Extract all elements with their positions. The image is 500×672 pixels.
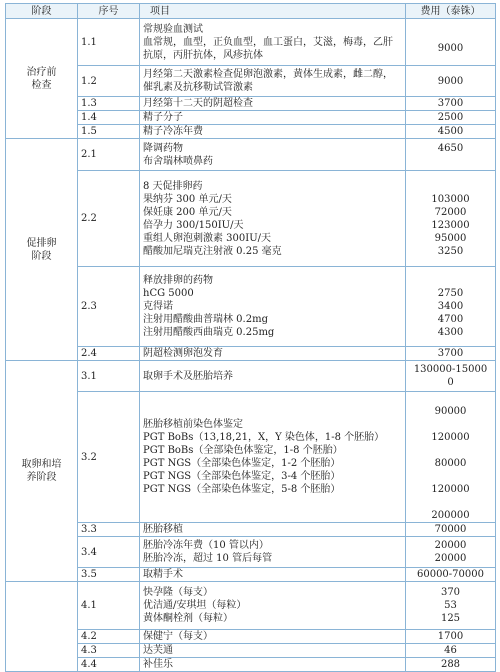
item-description xyxy=(140,644,406,658)
header-fee: 费用（泰铢） xyxy=(406,4,496,19)
item-line: 保健宁（每支） xyxy=(143,631,213,642)
fee-line: 123000 xyxy=(431,219,470,231)
phase-label: 促排卵 阶段 xyxy=(26,237,57,262)
item-description xyxy=(140,568,406,582)
fee-value xyxy=(406,125,496,139)
fee-line: 9000 xyxy=(437,43,464,54)
item-line: 重组人卵泡刺激素 300IU/天 xyxy=(143,232,272,244)
fee-line: 125 xyxy=(440,613,461,624)
item-line: PGT BoBs（13,18,21，X，Y 染色体，1-8 个胚胎） xyxy=(143,432,385,443)
item-line: 血常规，血型，正负血型，血工蛋白，艾滋，梅毒，乙肝抗原，丙肝抗体，风疹抗体 xyxy=(143,36,393,61)
fee-line: 46 xyxy=(444,645,457,656)
table-row xyxy=(6,347,496,361)
item-description xyxy=(140,171,406,267)
fee-line: 103000 xyxy=(431,193,470,205)
table-row xyxy=(6,644,496,658)
item-line: 达芙通 xyxy=(143,645,173,656)
fee-table-body xyxy=(6,19,496,672)
item-line: 8 天促排卵药 xyxy=(143,180,203,192)
table-row xyxy=(6,19,496,66)
item-line: 补佳乐 xyxy=(143,659,173,670)
item-description xyxy=(140,582,406,630)
fee-value xyxy=(406,347,496,361)
fee-value xyxy=(406,97,496,111)
fee-value xyxy=(406,361,496,392)
item-line: 倍孕力 300/150IU/天 xyxy=(143,219,244,231)
item-description xyxy=(140,267,406,347)
item-number: 4.3 xyxy=(78,644,140,658)
fee-spacer xyxy=(409,470,492,483)
item-description xyxy=(140,125,406,139)
item-number: 4.1 xyxy=(78,582,140,630)
fee-line: 53 xyxy=(444,600,457,611)
fee-value xyxy=(406,392,496,523)
item-number: 3.4 xyxy=(78,537,140,568)
item-line: 注射用醋酸西曲瑞克 0.25mg xyxy=(143,327,275,338)
item-number: 1.1 xyxy=(78,19,140,66)
fee-line: 9000 xyxy=(437,75,464,87)
item-description xyxy=(140,111,406,125)
table-row xyxy=(6,658,496,672)
item-description xyxy=(140,19,406,66)
item-number: 2.4 xyxy=(78,347,140,361)
fee-line: 3400 xyxy=(437,301,464,312)
header-phase: 阶段 xyxy=(6,4,78,19)
fee-line: 4500 xyxy=(437,126,464,137)
table-row xyxy=(6,66,496,97)
table-row xyxy=(6,523,496,537)
fee-value xyxy=(406,139,496,171)
item-number: 1.4 xyxy=(78,111,140,125)
item-number: 2.2 xyxy=(78,171,140,267)
item-description xyxy=(140,97,406,111)
fee-line: 4650 xyxy=(437,142,464,154)
fee-line: 2500 xyxy=(437,112,464,123)
item-number: 4.4 xyxy=(78,658,140,672)
fee-spacer xyxy=(409,418,492,431)
fee-line: 2750 xyxy=(437,288,464,299)
item-description xyxy=(140,523,406,537)
table-row xyxy=(6,171,496,267)
item-line: 胚胎冷冻年费（10 管以内） xyxy=(143,540,269,551)
fee-line: 130000-15000 xyxy=(413,364,488,375)
item-line: 果纳芬 300 单元/天 xyxy=(143,193,232,205)
fee-line: 72000 xyxy=(434,206,467,218)
fee-value xyxy=(406,267,496,347)
fee-value xyxy=(406,568,496,582)
item-line: 快孕隆（每支） xyxy=(143,587,213,598)
item-line: PGT NGS（全部染色体鉴定，5-8 个胚胎） xyxy=(143,484,341,495)
table-row xyxy=(6,111,496,125)
fee-value xyxy=(406,644,496,658)
fee-line: 90000 xyxy=(434,406,467,417)
fee-line: 3700 xyxy=(437,348,464,359)
item-line: PGT NGS（全部染色体鉴定，3-4 个胚胎） xyxy=(143,471,341,482)
fee-spacer xyxy=(409,444,492,457)
item-line: 胚胎冷冻，超过 10 管后每管 xyxy=(143,553,273,564)
item-number: 2.3 xyxy=(78,267,140,347)
fee-line: 20000 xyxy=(434,540,467,551)
item-line: 取卵手术及胚胎培养 xyxy=(143,370,233,382)
table-row xyxy=(6,568,496,582)
table-row xyxy=(6,97,496,111)
fee-line xyxy=(409,29,492,42)
fee-line: 1700 xyxy=(437,631,464,642)
item-line: PGT NGS（全部染色体鉴定，1-2 个胚胎） xyxy=(143,458,341,469)
item-description xyxy=(140,537,406,568)
header-item: 项目 xyxy=(140,4,406,19)
item-number: 2.1 xyxy=(78,139,140,171)
item-number: 3.1 xyxy=(78,361,140,392)
fee-value xyxy=(406,630,496,644)
phase-label: 治疗前 检查 xyxy=(26,66,57,91)
fee-value xyxy=(406,582,496,630)
fee-line: 200000 xyxy=(431,510,470,521)
item-line: hCG 5000 xyxy=(143,288,194,299)
item-line: 月经第十二天的阴超检查 xyxy=(143,98,253,109)
item-description xyxy=(140,139,406,171)
header-row xyxy=(6,4,496,19)
fee-line xyxy=(409,180,492,193)
item-line: 保妊康 200 单元/天 xyxy=(143,206,232,218)
fee-line: 370 xyxy=(440,587,461,598)
item-line: 胚胎移植 xyxy=(143,524,183,535)
fee-line: 80000 xyxy=(434,458,467,469)
item-line: 降调药物 xyxy=(143,142,183,154)
phase-cell xyxy=(6,19,78,139)
fee-value xyxy=(406,523,496,537)
table-row xyxy=(6,139,496,171)
item-line: 常规验血测试 xyxy=(143,23,203,35)
header-number: 序号 xyxy=(78,4,140,19)
table-row xyxy=(6,267,496,347)
fee-line xyxy=(409,274,492,287)
table-row xyxy=(6,630,496,644)
item-number: 1.3 xyxy=(78,97,140,111)
fee-line: 120000 xyxy=(431,432,470,443)
item-description xyxy=(140,347,406,361)
fee-line xyxy=(409,155,492,168)
item-number: 3.2 xyxy=(78,392,140,523)
fee-table xyxy=(5,3,496,672)
item-number: 1.2 xyxy=(78,66,140,97)
item-line: 阴超检测卵泡发育 xyxy=(143,348,223,359)
fee-line: 4700 xyxy=(437,314,464,325)
phase-label: 取卵和培 养阶段 xyxy=(21,459,62,483)
item-line: 克得诺 xyxy=(143,301,173,312)
item-line: 醋酸加尼瑞克注射液 0.25 毫克 xyxy=(143,245,282,257)
item-number: 4.2 xyxy=(78,630,140,644)
fee-value xyxy=(406,171,496,267)
fee-value xyxy=(406,111,496,125)
item-description xyxy=(140,658,406,672)
table-row xyxy=(6,537,496,568)
fee-line: 70000 xyxy=(434,524,467,535)
fee-line: 20000 xyxy=(434,553,467,564)
item-line: 注射用醋酸曲普瑞林 0.2mg xyxy=(143,314,268,325)
item-description xyxy=(140,630,406,644)
item-line: 取精手术 xyxy=(143,569,183,580)
item-line: PGT BoBs（全部染色体鉴定，1-8 个胚胎） xyxy=(143,445,343,456)
fee-line: 288 xyxy=(440,659,461,670)
item-line: 精子分子 xyxy=(143,112,183,123)
table-row xyxy=(6,361,496,392)
item-number: 3.5 xyxy=(78,568,140,582)
fee-line: 4300 xyxy=(437,327,464,338)
fee-value xyxy=(406,537,496,568)
phase-cell xyxy=(6,139,78,361)
fee-line: 3700 xyxy=(437,98,464,109)
fee-value xyxy=(406,658,496,672)
table-row xyxy=(6,582,496,630)
item-number: 3.3 xyxy=(78,523,140,537)
fee-spacer xyxy=(409,496,492,509)
fee-line xyxy=(409,392,492,405)
fee-line: 120000 xyxy=(431,484,470,495)
table-row xyxy=(6,392,496,523)
item-description xyxy=(140,392,406,523)
item-line: 胚胎移植前染色体鉴定 xyxy=(143,419,243,430)
item-line: 黄体酮栓剂（每粒） xyxy=(143,613,233,624)
item-line: 月经第二天激素检查促卵泡激素，黄体生成素，雌二醇，催乳素及抗移勒试管激素 xyxy=(143,69,393,93)
item-description xyxy=(140,361,406,392)
item-line: 布舍瑞林喷鼻药 xyxy=(143,155,213,167)
fee-line: 0 xyxy=(447,377,454,388)
phase-cell xyxy=(6,582,78,672)
item-description xyxy=(140,66,406,97)
fee-line: 3250 xyxy=(437,245,464,257)
fee-value xyxy=(406,66,496,97)
item-line: 精子冷冻年费 xyxy=(143,126,203,137)
fee-line: 95000 xyxy=(434,232,467,244)
fee-value xyxy=(406,19,496,66)
fee-line: 60000-70000 xyxy=(416,569,484,580)
item-line: 释放排卵的药物 xyxy=(143,275,213,286)
phase-cell xyxy=(6,361,78,582)
item-line: 优洁通/安琪坦（每粒） xyxy=(143,600,247,611)
item-number: 1.5 xyxy=(78,125,140,139)
table-row xyxy=(6,125,496,139)
